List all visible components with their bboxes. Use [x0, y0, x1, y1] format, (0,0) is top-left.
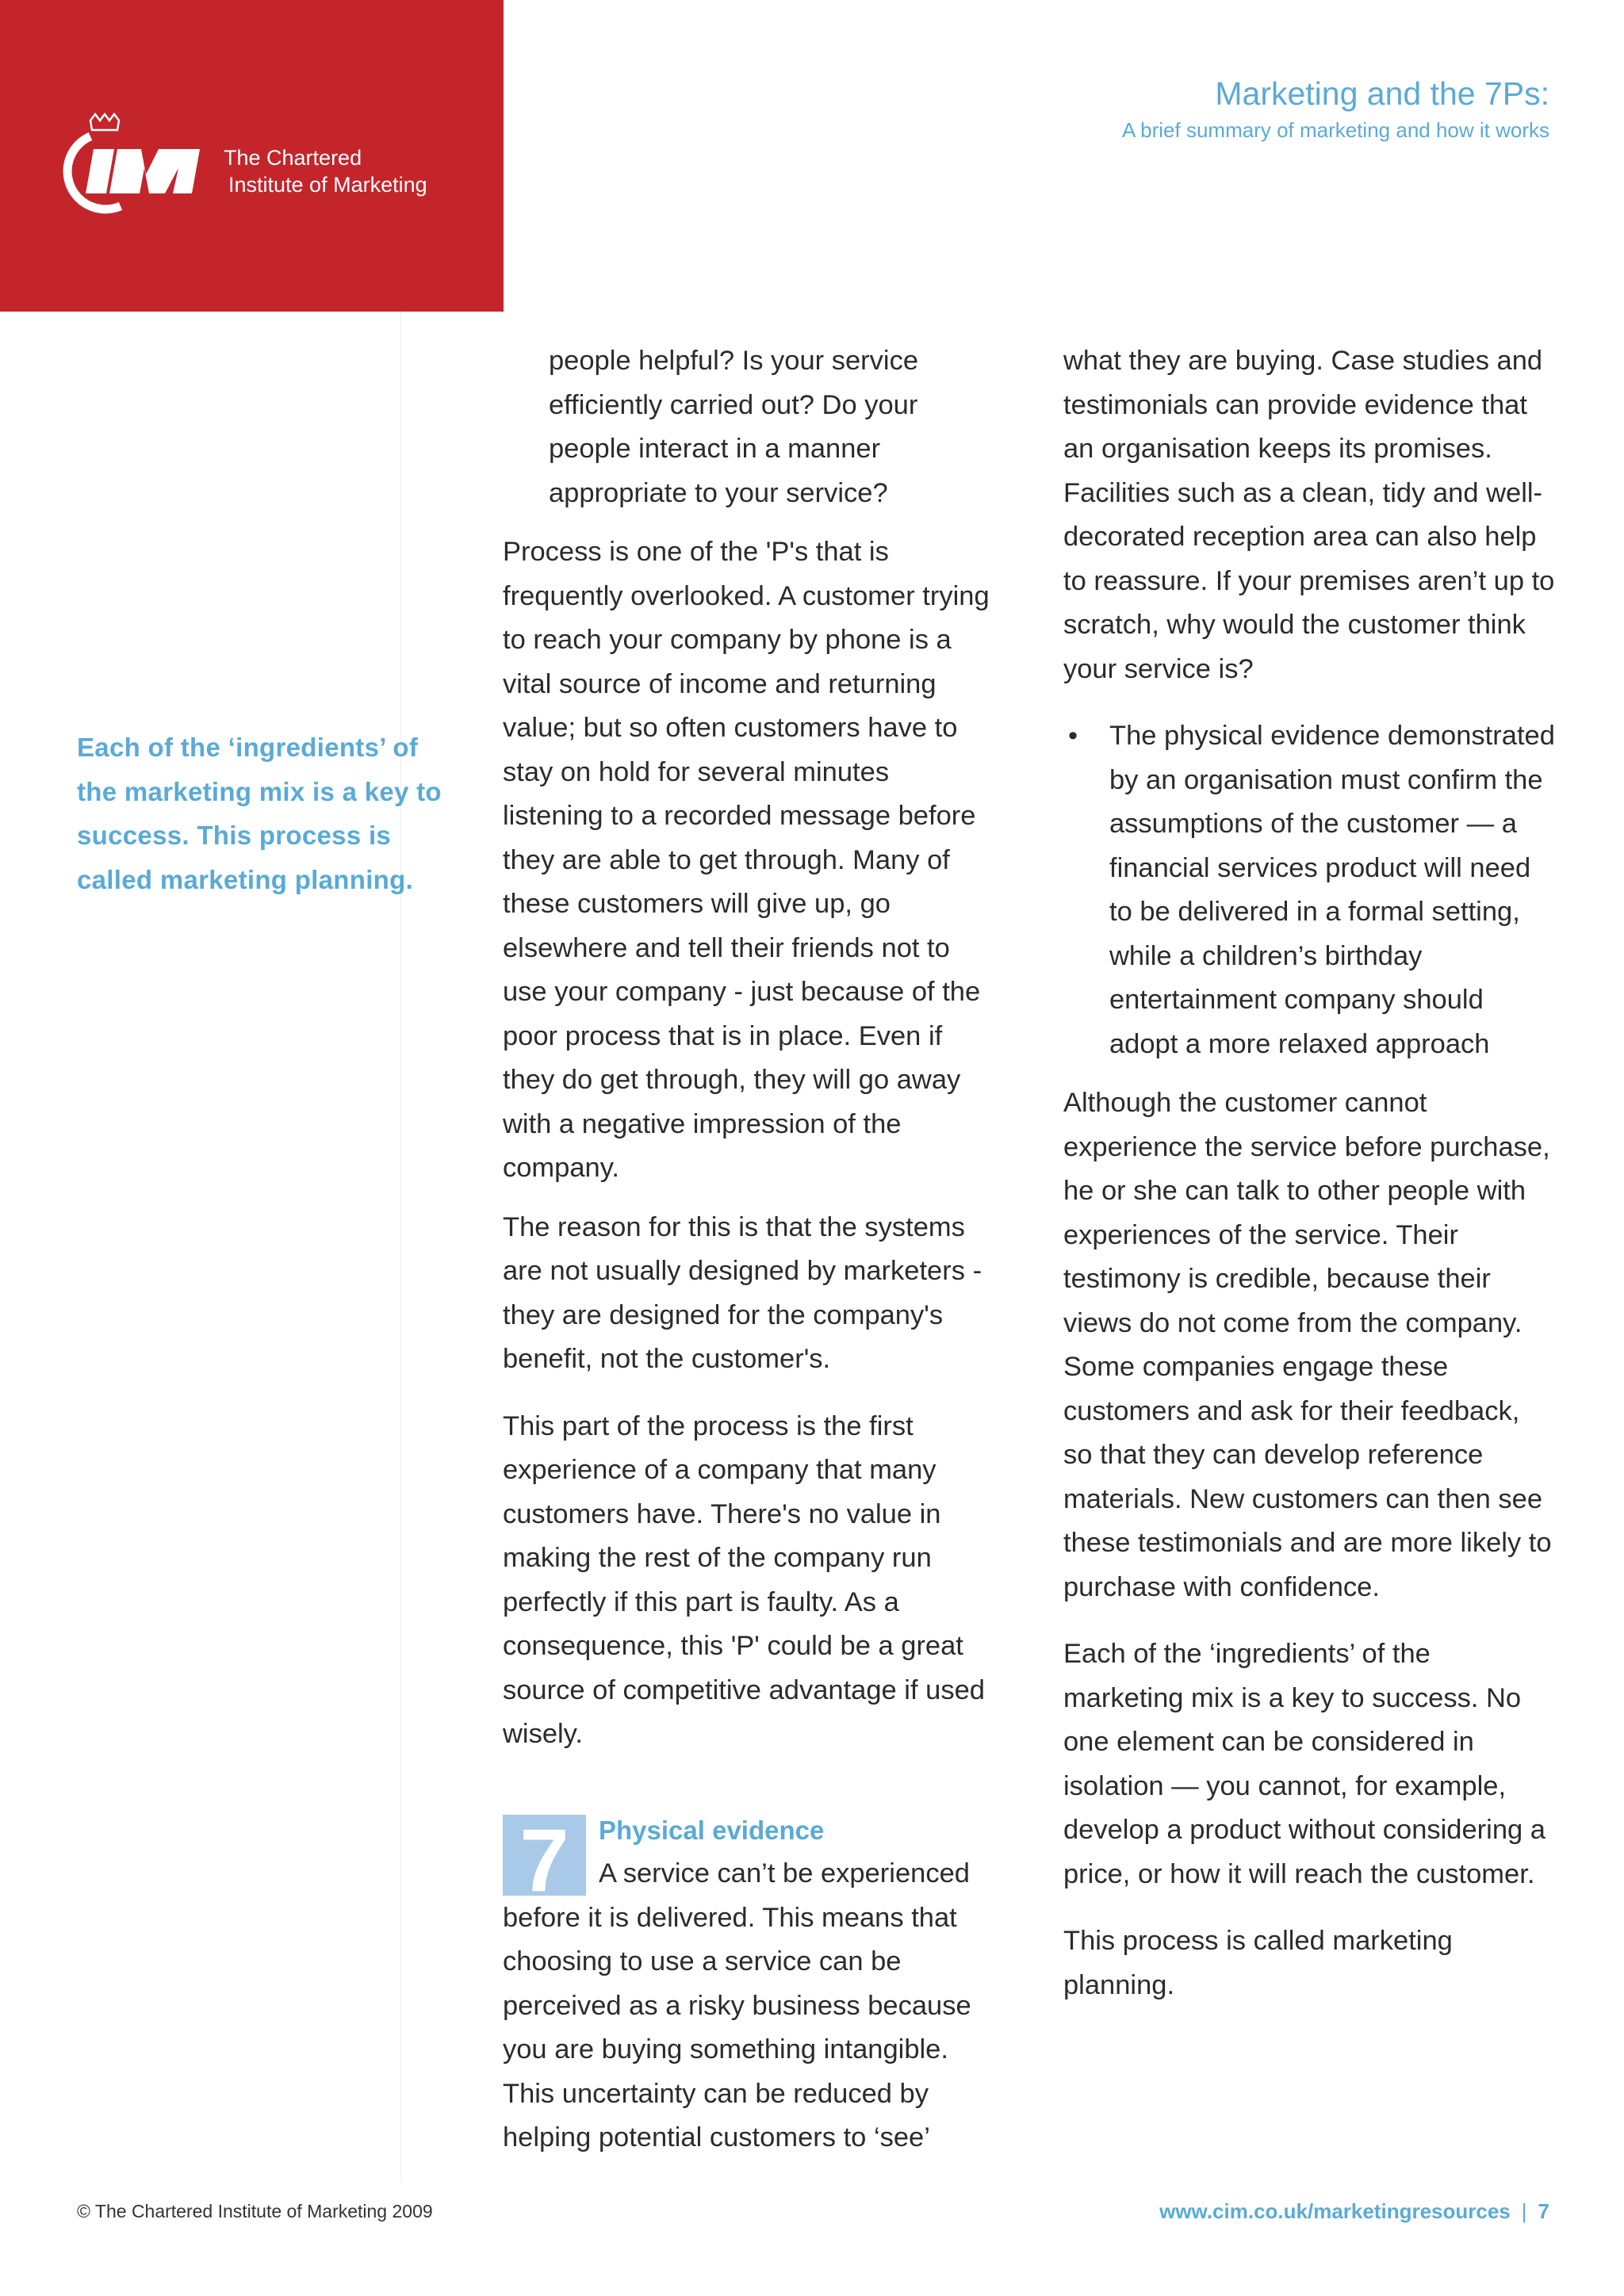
pull-quote: Each of the ‘ingredients’ of the marketing mix is a key to success. This process is called marketing planning.: [77, 733, 442, 894]
text-column-2: [1063, 339, 1555, 2007]
section-number-badge: 7: [503, 1815, 586, 1896]
page-footer: [1159, 2199, 1549, 2224]
intro-paragraph: people helpful? Is your service efficiently carried out? Do your people interact in a manner appropriate to your service?: [549, 346, 919, 508]
column-divider: [400, 312, 401, 2183]
document-header: [1122, 74, 1549, 144]
logo-line-1: The Chartered: [224, 146, 362, 170]
bullet-icon: •: [1068, 721, 1078, 751]
copyright-notice: © The Chartered Institute of Marketing 2009: [77, 2201, 433, 2221]
evidence-paragraph-1: what they are buying. Case studies and testimonials can provide evidence that an organisation keeps its promises. Facilities such as a clean, tidy and well-decorated reception area can also help to reassure. If your premises aren’t up to scratch, why would the customer think your service is?: [1063, 346, 1555, 684]
document-title: Marketing and the 7Ps:: [1215, 75, 1549, 112]
website-link[interactable]: www.cim.co.uk/marketingresources: [1159, 2199, 1511, 2223]
evidence-paragraph-3: Each of the ‘ingredients’ of the marketing mix is a key to success. No one element can be considered in isolation — you cannot, for example, develop a product without considering a price, or how it will reach the customer.: [1063, 1639, 1545, 1889]
process-paragraph-3: This part of the process is the first experience of a company that many customers have. There's no value in making the rest of the company run perfectly if this part is faulty. As a consequence, this 'P' could be a great source of competitive advantage if used wisely.: [503, 1410, 985, 1749]
logo-wordmark: [224, 144, 427, 198]
bullet-text: The physical evidence demonstrated by an organisation must confirm the assumptions of the customer — a financial services product will need to be delivered in a formal setting, while a children’s birthday entertainment company should adopt a more relaxed approach: [1109, 721, 1555, 1059]
page-number: 7: [1538, 2199, 1549, 2223]
logo-line-2: Institute of Marketing: [228, 173, 427, 197]
section-heading: Physical evidence: [599, 1815, 825, 1845]
cim-logo-banner: [0, 0, 504, 312]
cim-logo-icon: [41, 113, 208, 216]
evidence-paragraph-4: This process is called marketing planning.: [1063, 1926, 1453, 2000]
evidence-paragraph-2: Although the customer cannot experience the service before purchase, he or she can talk to other people with experiences of the service. Their testimony is credible, because their views do not come from the company. Some companies engage these customers and ask for their feedback, so that they can develop reference materials. New customers can then see these testimonials and are more likely to purchase with confidence.: [1063, 1088, 1552, 1602]
text-column-1: [503, 339, 994, 2160]
section-body: A service can’t be experienced before it is delivered. This means that choosing to use a service can be perceived as a risky business because you are buying something intangible. This uncertainty can be reduced by helping potential customers to ‘see’: [503, 1858, 971, 2152]
section-physical-evidence: [503, 1808, 994, 2160]
process-paragraph-2: The reason for this is that the systems are not usually designed by marketers - they are designed for the company's benefit, not the customer's.: [503, 1211, 982, 1374]
footer-separator: |: [1521, 2199, 1527, 2223]
process-paragraph-1: Process is one of the 'P's that is frequently overlooked. A customer trying to reach your company by phone is a vital source of income and returning value; but so often customers have to stay on hold for several minutes listening to a recorded message before they are able to get through. Many of these customers will give up, go elsewhere and tell their friends not to use your company - just because of the poor process that is in place. Even if they do get through, they will go away with a negative impression of the company.: [503, 537, 990, 1183]
bullet-item: [1063, 714, 1555, 1066]
document-subtitle: A brief summary of marketing and how it works: [1122, 118, 1549, 142]
